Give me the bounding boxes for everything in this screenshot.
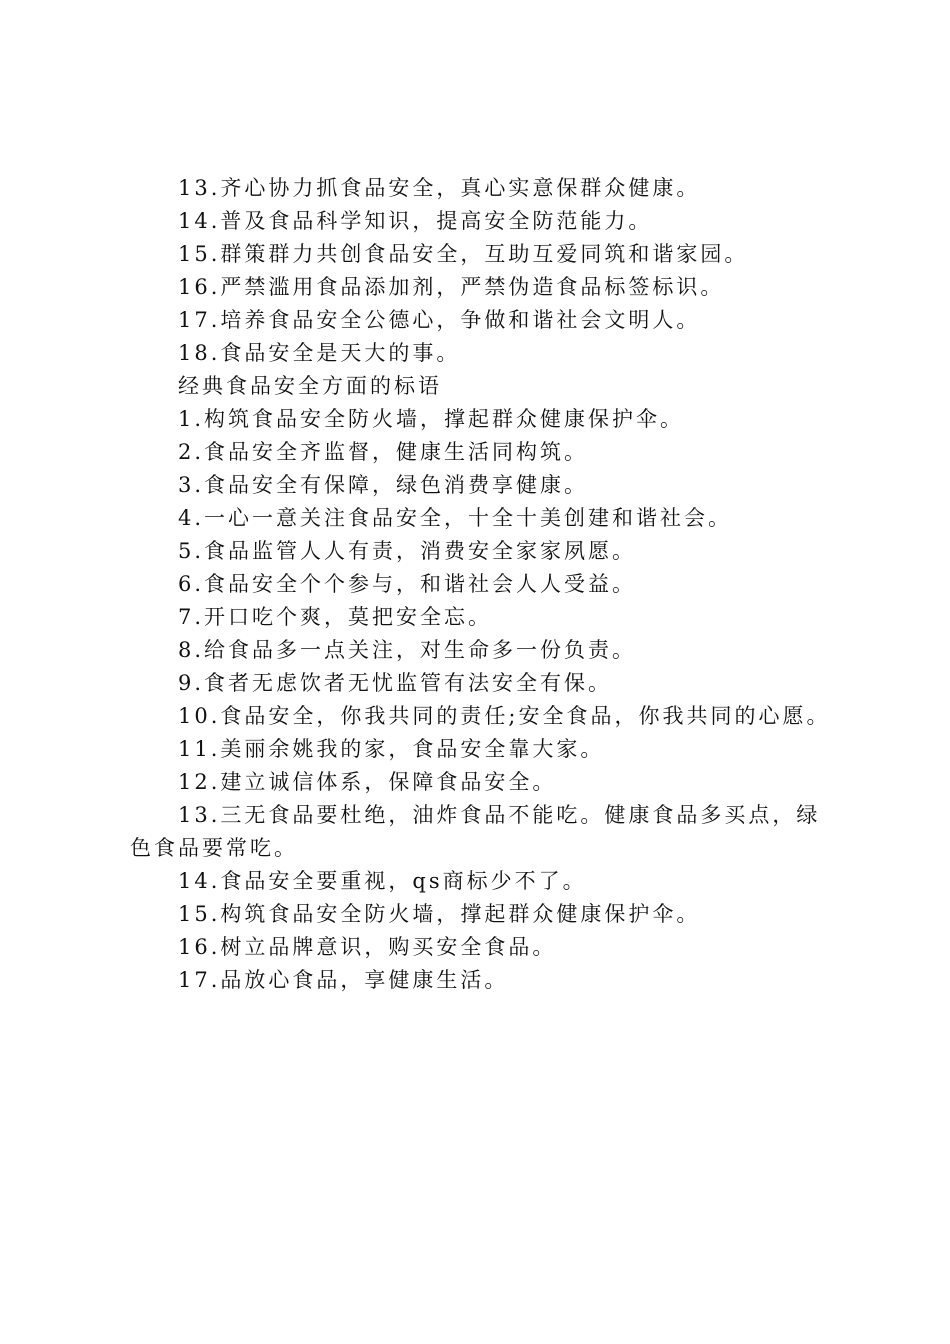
paragraph-19: 12.建立诚信体系，保障食品安全。 [178,770,557,794]
paragraph-22: 15.构筑食品安全防火墙，撑起群众健康保护伞。 [178,902,701,926]
paragraph-13: 6.食品安全个个参与，和谐社会人人受益。 [178,572,637,596]
paragraph-4: 16.严禁滥用食品添加剂，严禁伪造食品标签标识。 [178,275,725,299]
paragraph-24: 17.品放心食品，享健康生活。 [178,968,509,992]
paragraph-17: 10.食品安全，你我共同的责任;安全食品，你我共同的心愿。 [178,704,831,728]
paragraph-2: 14.普及食品科学知识，提高安全防范能力。 [178,209,653,233]
paragraph-12: 5.食品监管人人有责，消费安全家家夙愿。 [178,539,637,563]
paragraph-6: 18.食品安全是天大的事。 [178,341,461,365]
paragraph-5: 17.培养食品安全公德心，争做和谐社会文明人。 [178,308,701,332]
paragraph-1: 13.齐心协力抓食品安全，真心实意保群众健康。 [178,176,701,200]
section-heading: 经典食品安全方面的标语 [178,374,442,398]
paragraph-21: 14.食品安全要重视，qs商标少不了。 [178,869,587,893]
paragraph-3: 15.群策群力共创食品安全，互助互爱同筑和谐家园。 [178,242,749,266]
paragraph-15: 8.给食品多一点关注，对生命多一份负责。 [178,638,637,662]
paragraph-11: 4.一心一意关注食品安全，十全十美创建和谐社会。 [178,506,733,530]
paragraph-20: 13.三无食品要杜绝，油炸食品不能吃。健康食品多买点，绿色食品要常吃。 [130,803,821,860]
paragraph-23: 16.树立品牌意识，购买安全食品。 [178,935,557,959]
paragraph-8: 1.构筑食品安全防火墙，撑起群众健康保护伞。 [178,407,685,431]
paragraph-9: 2.食品安全齐监督，健康生活同构筑。 [178,440,589,464]
paragraph-10: 3.食品安全有保障，绿色消费享健康。 [178,473,589,497]
paragraph-16: 9.食者无虑饮者无忧监管有法安全有保。 [178,671,613,695]
document-body [130,172,835,997]
paragraph-14: 7.开口吃个爽，莫把安全忘。 [178,605,493,629]
paragraph-18: 11.美丽余姚我的家，食品安全靠大家。 [178,737,605,761]
